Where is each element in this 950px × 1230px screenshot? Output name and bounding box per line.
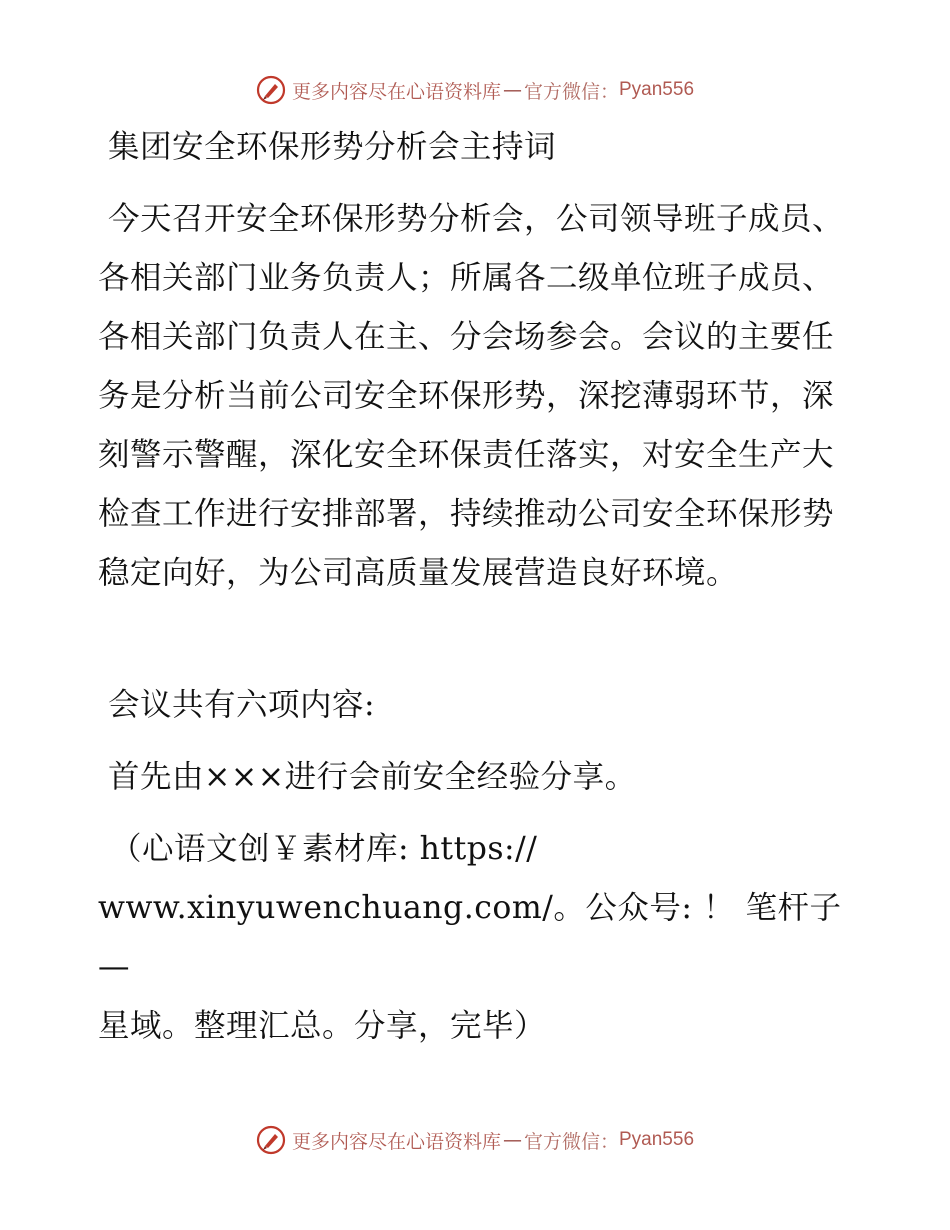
banner-wechat-id: Pyan556 — [619, 79, 695, 100]
source-note-line-2: www.xinyuwenchuang.com/。公众号: ！ 笔杆子— — [98, 890, 842, 985]
source-note-line-1: （心语文创￥素材库: https:// — [110, 831, 538, 867]
banner-wechat-label: 官方微信： — [523, 1130, 619, 1153]
banner-separator: — — [502, 1129, 522, 1151]
pen-nib-logo-icon — [256, 75, 286, 105]
footer-watermark-banner — [0, 1120, 950, 1160]
document-title: 集团安全环保形势分析会主持词 — [108, 129, 557, 165]
pen-nib-logo-icon — [256, 1125, 286, 1155]
paragraph-agenda-count: 会议共有六项内容: — [108, 687, 376, 723]
header-watermark-banner — [0, 70, 950, 110]
banner-text: 更多内容尽在心语资料库 — [291, 1130, 501, 1153]
banner-wechat-id: Pyan556 — [619, 1129, 695, 1150]
banner-separator: — — [502, 79, 522, 101]
paragraph-intro: 今天召开安全环保形势分析会，公司领导班子成员、各相关部门业务负责人；所属各二级单位班子成员、各相关部门负责人在主、分会场参会。会议的主要任务是分析当前公司安全环保形势，深挖薄弱环节，深刻警示警醒，深化安全环保责任落实，对安全生产大检查工作进行安排部署，持续推动公司安全环保形势稳定向好，为公司高质量发展营造良好环境。 — [98, 201, 845, 591]
paragraph-source-note — [98, 820, 858, 1056]
banner-text: 更多内容尽在心语资料库 — [291, 80, 501, 103]
source-note-line-3: 星域。整理汇总。分享，完毕） — [98, 1008, 547, 1044]
banner-wechat-label: 官方微信： — [523, 80, 619, 103]
paragraph-first-item: 首先由×××进行会前安全经验分享。 — [108, 759, 637, 795]
